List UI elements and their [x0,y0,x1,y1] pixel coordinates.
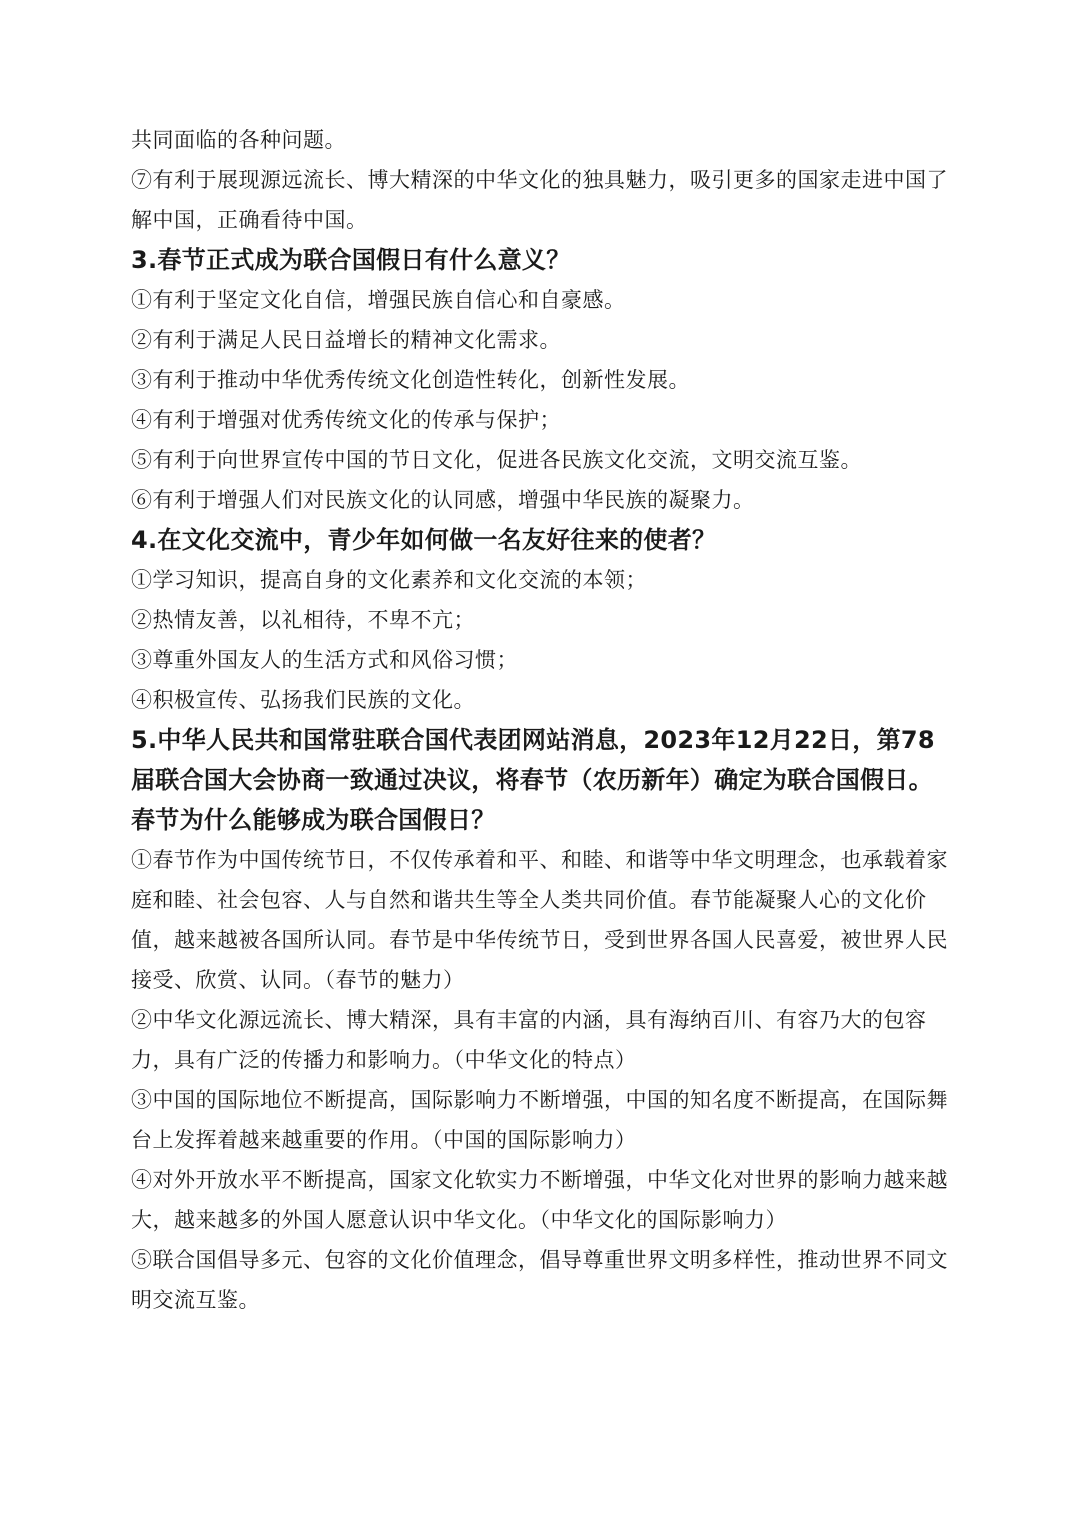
answer-item: ①有利于坚定文化自信，增强民族自信心和自豪感。 [131,288,626,312]
intro-section [131,120,953,240]
paragraph: 共同面临的各种问题。 [131,128,346,152]
answer-item: ②有利于满足人民日益增长的精神文化需求。 [131,328,561,352]
answer-item: ⑤有利于向世界宣传中国的节日文化，促进各民族文化交流，文明交流互鉴。 [131,448,862,472]
question-4-heading: 4.在文化交流中，青少年如何做一名友好往来的使者？ [131,526,717,554]
question-5-section [131,720,953,1320]
document-page [131,120,953,1320]
question-4-section [131,520,953,720]
answer-item: ③尊重外国友人的生活方式和风俗习惯； [131,648,518,672]
answer-item: ④积极宣传、弘扬我们民族的文化。 [131,688,475,712]
answer-item: ②中华文化源远流长、博大精深，具有丰富的内涵，具有海纳百川、有容乃大的包容力，具有广泛的传播力和影响力。（中华文化的特点） [131,1008,927,1072]
answer-item: ③有利于推动中华优秀传统文化创造性转化，创新性发展。 [131,368,690,392]
question-3-section [131,240,953,520]
answer-item: ③中国的国际地位不断提高，国际影响力不断增强，中国的知名度不断提高，在国际舞台上发挥着越来越重要的作用。（中国的国际影响力） [131,1088,948,1152]
answer-item: ①春节作为中国传统节日，不仅传承着和平、和睦、和谐等中华文明理念，也承载着家庭和睦、社会包容、人与自然和谐共生等全人类共同价值。春节能凝聚人心的文化价值，越来越被各国所认同。春节是中华传统节日，受到世界各国人民喜爱，被世界人民接受、欣赏、认同。（春节的魅力） [131,848,948,992]
answer-item: ⑥有利于增强人们对民族文化的认同感，增强中华民族的凝聚力。 [131,488,755,512]
answer-item: ②热情友善，以礼相待，不卑不亢； [131,608,475,632]
answer-item: ①学习知识，提高自身的文化素养和文化交流的本领； [131,568,647,592]
answer-item: ④对外开放水平不断提高，国家文化软实力不断增强，中华文化对世界的影响力越来越大，越来越多的外国人愿意认识中华文化。（中华文化的国际影响力） [131,1168,948,1232]
paragraph: ⑦有利于展现源远流长、博大精深的中华文化的独具魅力，吸引更多的国家走进中国了解中国，正确看待中国。 [131,168,948,232]
answer-item: ④有利于增强对优秀传统文化的传承与保护； [131,408,561,432]
answer-item: ⑤联合国倡导多元、包容的文化价值理念，倡导尊重世界文明多样性，推动世界不同文明交流互鉴。 [131,1248,948,1312]
question-5-heading: 5.中华人民共和国常驻联合国代表团网站消息，2023年12月22日，第78届联合国大会协商一致通过决议，将春节（农历新年）确定为联合国假日。春节为什么能够成为联合国假日？ [131,726,935,834]
question-3-heading: 3.春节正式成为联合国假日有什么意义？ [131,246,571,274]
